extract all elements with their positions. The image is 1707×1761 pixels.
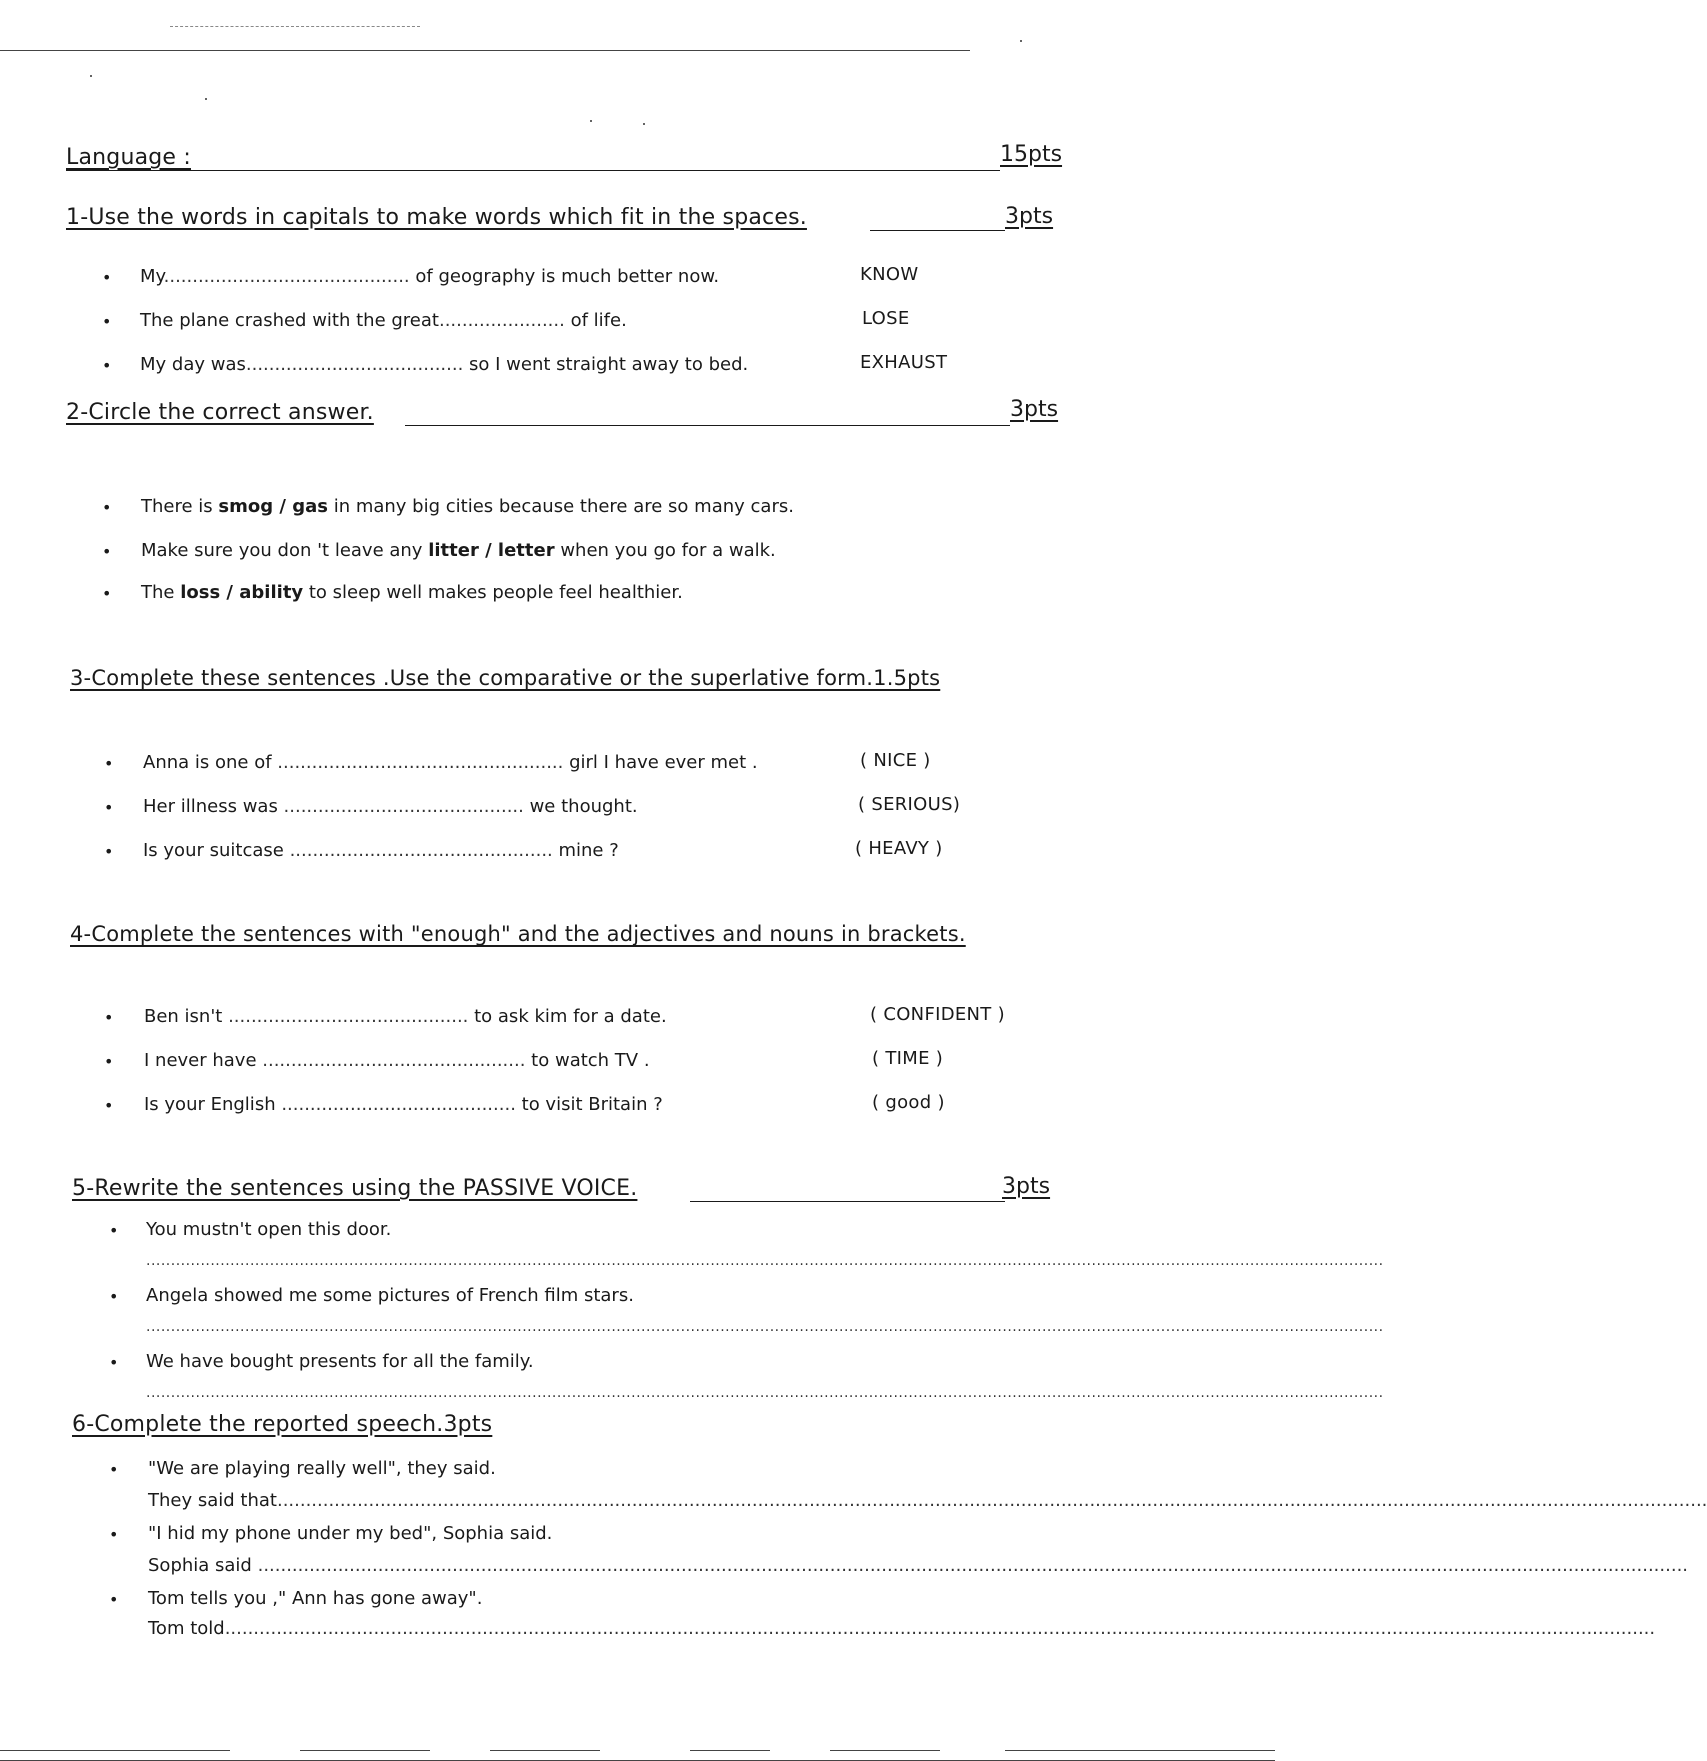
s6-item-2-lead: Sophia said .......................................................................................................................................................................................................................................................... [148,1555,1689,1576]
bullet: • [102,312,112,331]
s1-hint-1: KNOW [860,264,919,285]
s2-item-1: There is smog / gas in many big cities because there are so many cars. [141,496,794,517]
s3-item-1: Anna is one of .................................................. girl I have ever met . [143,752,758,773]
s6-item-3-lead: Tom told.......................................................................................................................................................................................................................................................... [148,1618,1656,1639]
s5-item-1: You mustn't open this door. [146,1219,392,1240]
bullet: • [104,842,114,861]
section-4-title: 4-Complete the sentences with "enough" and the adjectives and nouns in brackets. [70,922,966,946]
section-6-title: 6-Complete the reported speech.3pts [72,1412,493,1437]
section-5-title: 5-Rewrite the sentences using the PASSIVE VOICE. [72,1176,638,1201]
section-2-rule [405,425,1010,426]
section-3-title: 3-Complete these sentences .Use the comparative or the superlative form.1.5pts [70,666,941,690]
scan-bottom-edge [300,1750,430,1751]
section-2-title: 2-Circle the correct answer. [66,400,374,425]
bullet: • [109,1525,119,1544]
bullet: • [109,1460,119,1479]
section-1-rule [870,230,1005,231]
s6-answer-line-3[interactable]: .......................................................................................................................................................................................................................................................... [224,1618,1656,1639]
bullet: • [104,1096,114,1115]
bullet: • [102,542,112,561]
s3-item-3: Is your suitcase .............................................. mine ? [143,840,619,861]
bullet: • [102,498,112,517]
bullet: • [109,1287,119,1306]
scan-bottom-edge [830,1750,940,1751]
s1-hint-2: LOSE [862,308,910,329]
s4-hint-3: ( good ) [872,1092,945,1113]
s2-item-2: Make sure you don 't leave any litter / letter when you go for a walk. [141,540,776,561]
s2-choice-2[interactable]: litter / letter [428,540,555,561]
s2-item-3: The loss / ability to sleep well makes people feel healthier. [141,582,683,603]
speck [205,98,207,100]
speck [590,120,592,122]
bullet: • [104,1052,114,1071]
s5-item-2: Angela showed me some pictures of French film stars. [146,1285,634,1306]
section-2-points: 3pts [1010,397,1059,422]
s3-hint-2: ( SERIOUS) [858,794,961,815]
section-1-points: 3pts [1005,204,1054,229]
s3-hint-1: ( NICE ) [860,750,931,771]
s5-answer-line-3[interactable]: .......................................................................................................................................................................................................................................................... [146,1385,1384,1401]
s4-hint-1: ( CONFIDENT ) [870,1004,1005,1025]
scan-bottom-edge [490,1750,600,1751]
bullet: • [104,798,114,817]
bullet: • [109,1221,119,1240]
s6-answer-line-1[interactable]: .......................................................................................................................................................................................................................................................... [276,1490,1707,1511]
s4-item-3: Is your English ......................................... to visit Britain ? [144,1094,663,1115]
bullet: • [109,1590,119,1609]
speck [643,123,645,125]
scan-top-line [0,50,970,51]
s5-answer-line-2[interactable]: .......................................................................................................................................................................................................................................................... [146,1319,1384,1335]
s2-choice-3[interactable]: loss / ability [180,582,304,603]
s6-item-2-quote: "I hid my phone under my bed", Sophia said. [148,1523,553,1544]
bullet: • [102,268,112,287]
s1-hint-3: EXHAUST [860,352,948,373]
s1-item-3: My day was...................................... so I went straight away to bed. [140,354,749,375]
scan-bottom-edge [0,1750,230,1751]
language-points: 15pts [1000,142,1063,167]
s6-item-1-lead: They said that.......................................................................................................................................................................................................................................................... [148,1490,1707,1511]
speck [1020,40,1022,42]
scan-bottom-edge [690,1750,770,1751]
section-5-rule [690,1201,1005,1202]
s4-item-1: Ben isn't .......................................... to ask kim for a date. [144,1006,667,1027]
section-1-title: 1-Use the words in capitals to make words which fit in the spaces. [66,205,807,230]
language-heading: Language : [66,145,191,170]
s6-item-3-quote: Tom tells you ," Ann has gone away". [148,1588,483,1609]
s1-item-1: My........................................... of geography is much better now. [140,266,720,287]
bullet: • [104,754,114,773]
section-5-points: 3pts [1002,1174,1051,1199]
s5-item-3: We have bought presents for all the family. [146,1351,534,1372]
s6-item-1-quote: "We are playing really well", they said. [148,1458,496,1479]
speck [90,75,92,77]
s3-hint-3: ( HEAVY ) [855,838,943,859]
bullet: • [102,584,112,603]
bullet: • [109,1353,119,1372]
bullet: • [102,356,112,375]
scan-top-line-2 [170,26,420,27]
s6-answer-line-2[interactable]: .......................................................................................................................................................................................................................................................... [257,1555,1689,1576]
scan-bottom-edge [1005,1750,1275,1751]
s4-hint-2: ( TIME ) [872,1048,944,1069]
bullet: • [104,1008,114,1027]
s4-item-2: I never have .............................................. to watch TV . [144,1050,650,1071]
s2-choice-1[interactable]: smog / gas [218,496,328,517]
language-heading-rule [66,170,1000,171]
s5-answer-line-1[interactable]: .......................................................................................................................................................................................................................................................... [146,1253,1384,1269]
s1-item-2: The plane crashed with the great...................... of life. [140,310,627,331]
s3-item-2: Her illness was .......................................... we thought. [143,796,638,817]
